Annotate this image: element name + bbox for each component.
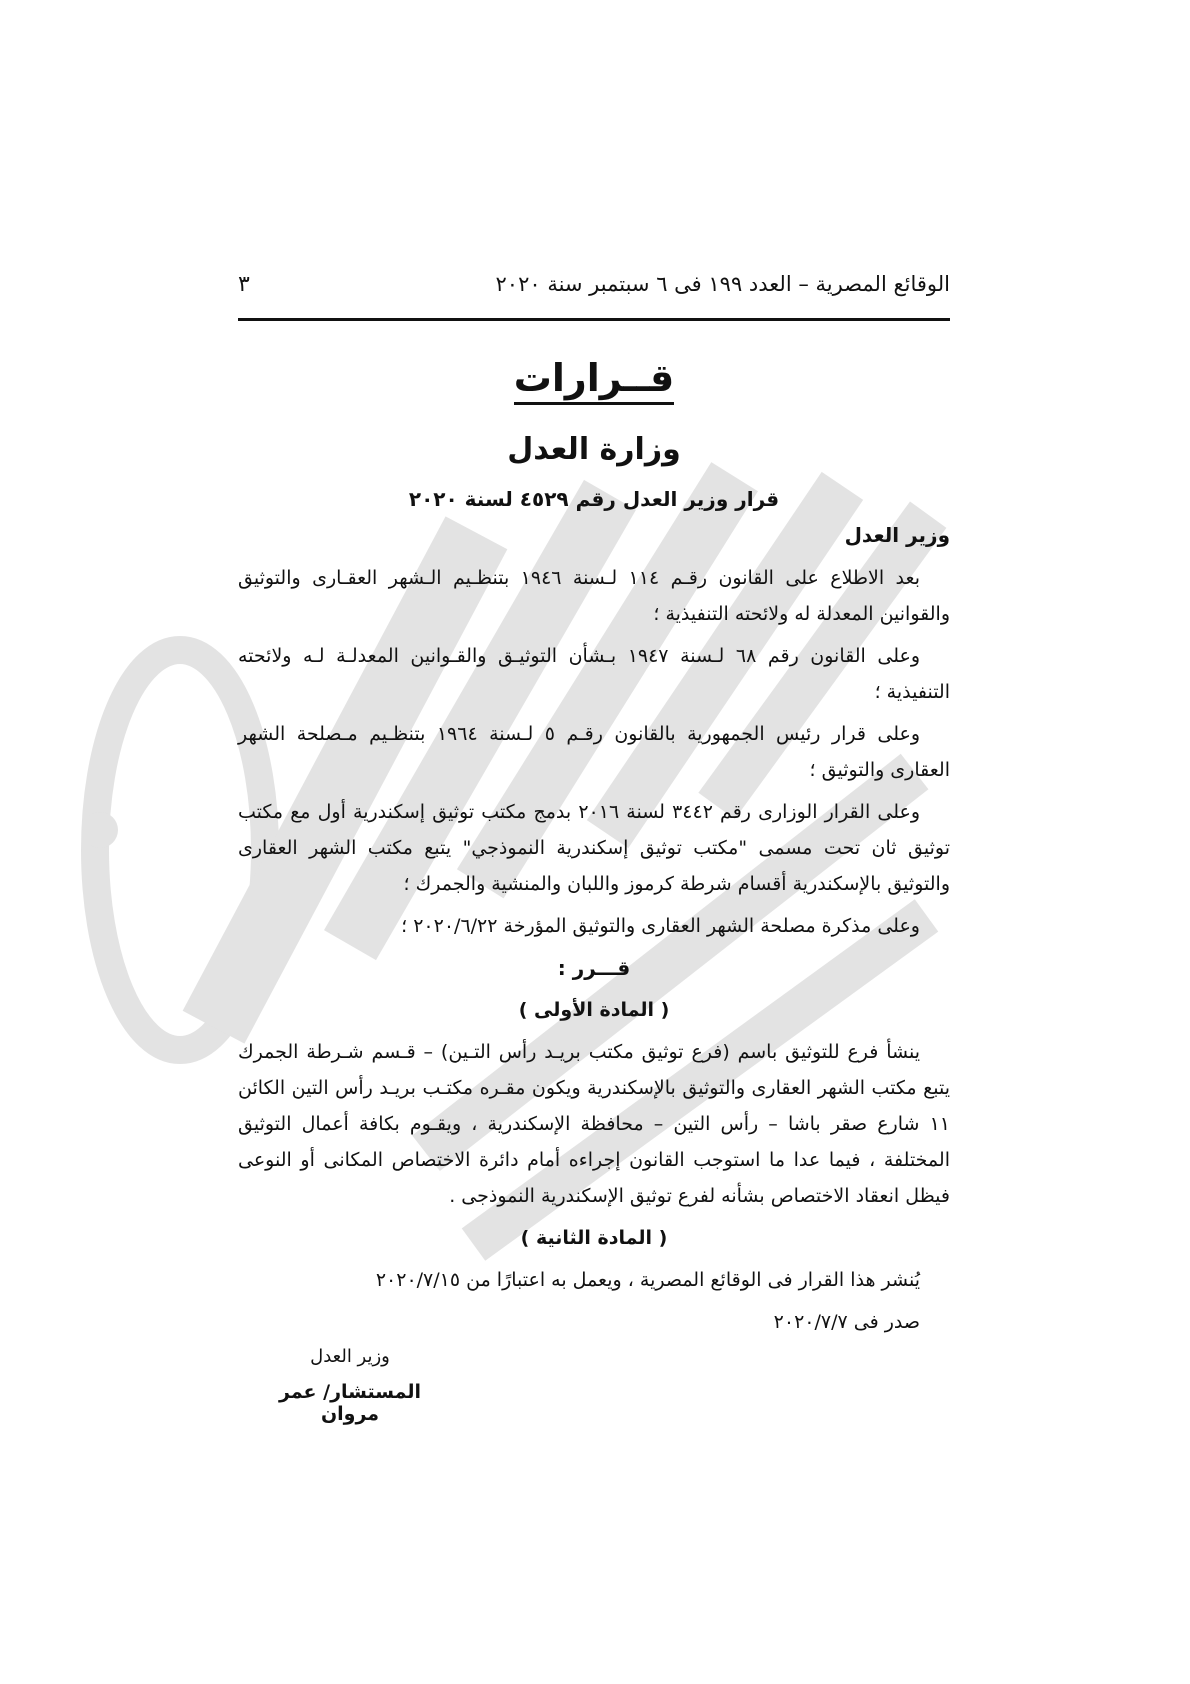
preamble-paragraph: وعلى القرار الوزارى رقم ٣٤٤٢ لسنة ٢٠١٦ بدمج مكتب توثيق إسكندرية أول مع مكتب توثيق ثان تحت مسمى "مكتب توثيق إسكندرية النموذجي" يتبع مكتب الشهر العقارى والتوثيق بالإسكندرية أقسام شرطة كرموز واللبان والمنشية والجمرك ؛ <box>238 801 950 895</box>
gazette-title: الوقائع المصرية – العدد ١٩٩ فى ٦ سبتمبر سنة ٢٠٢٠ <box>495 272 950 296</box>
page-header <box>238 272 950 308</box>
preamble-paragraph: وعلى مذكرة مصلحة الشهر العقارى والتوثيق المؤرخة ٢٠٢٠/٦/٢٢ ؛ <box>401 915 920 937</box>
section-title-text: قــرارات <box>514 356 675 405</box>
decree-body <box>238 560 950 1346</box>
article-1-text: ينشأ فرع للتوثيق باسم (فرع توثيق مكتب بريـد رأس التـين) – قـسم شـرطة الجمرك يتبع مكتب الشهر العقارى والتوثيق بالإسكندرية ويكون مقـره مكتـب بريـد رأس التين الكائن ١١ شارع صقر باشا – رأس التين – محافظة الإسكندرية ، ويقـوم بكافة أعمال التوثيق المختلفة ، فيما عدا ما استوجب القانون إجراءه أمام دائرة الاختصاص المكانى أو النوعى فيظل انعقاد الاختصاص بشأنه لفرع توثيق الإسكندرية النموذجى . <box>238 1041 950 1207</box>
minister-label: وزير العدل <box>844 523 950 547</box>
decree-title: قرار وزير العدل رقم ٤٥٢٩ لسنة ٢٠٢٠ <box>408 487 780 511</box>
section-title <box>238 356 950 400</box>
header-divider <box>238 318 950 321</box>
article-2-heading: ( المادة الثانية ) <box>520 1227 668 1249</box>
article-2-text: يُنشر هذا القرار فى الوقائع المصرية ، ويعمل به اعتبارًا من ٢٠٢٠/٧/١٥ <box>375 1269 920 1291</box>
preamble-paragraph: وعلى قرار رئيس الجمهورية بالقانون رقـم ٥ لـسنة ١٩٦٤ بتنظـيم مـصلحة الشهر العقارى والتوثيق ؛ <box>238 723 950 781</box>
preamble-paragraph: بعد الاطلاع على القانون رقـم ١١٤ لـسنة ١٩٤٦ بتنظـيم الـشهر العقـارى والتوثيق والقوانين المعدلة له ولائحته التنفيذية ؛ <box>238 567 950 625</box>
signature-name: المستشار/ عمر مروان <box>279 1381 421 1425</box>
signature-block <box>250 1346 450 1425</box>
ministry-name: وزارة العدل <box>507 432 681 467</box>
decided-heading: قـــرر : <box>557 956 631 980</box>
page-number: ٣ <box>238 272 250 297</box>
signature-role: وزير العدل <box>310 1346 390 1367</box>
article-1-heading: ( المادة الأولى ) <box>518 999 670 1021</box>
issued-date: صدر فى ٢٠٢٠/٧/٧ <box>773 1311 920 1333</box>
preamble-paragraph: وعلى القانون رقم ٦٨ لـسنة ١٩٤٧ بـشأن التوثيـق والقـوانين المعدلـة لـه ولائحته التنفيذية ؛ <box>238 645 950 703</box>
